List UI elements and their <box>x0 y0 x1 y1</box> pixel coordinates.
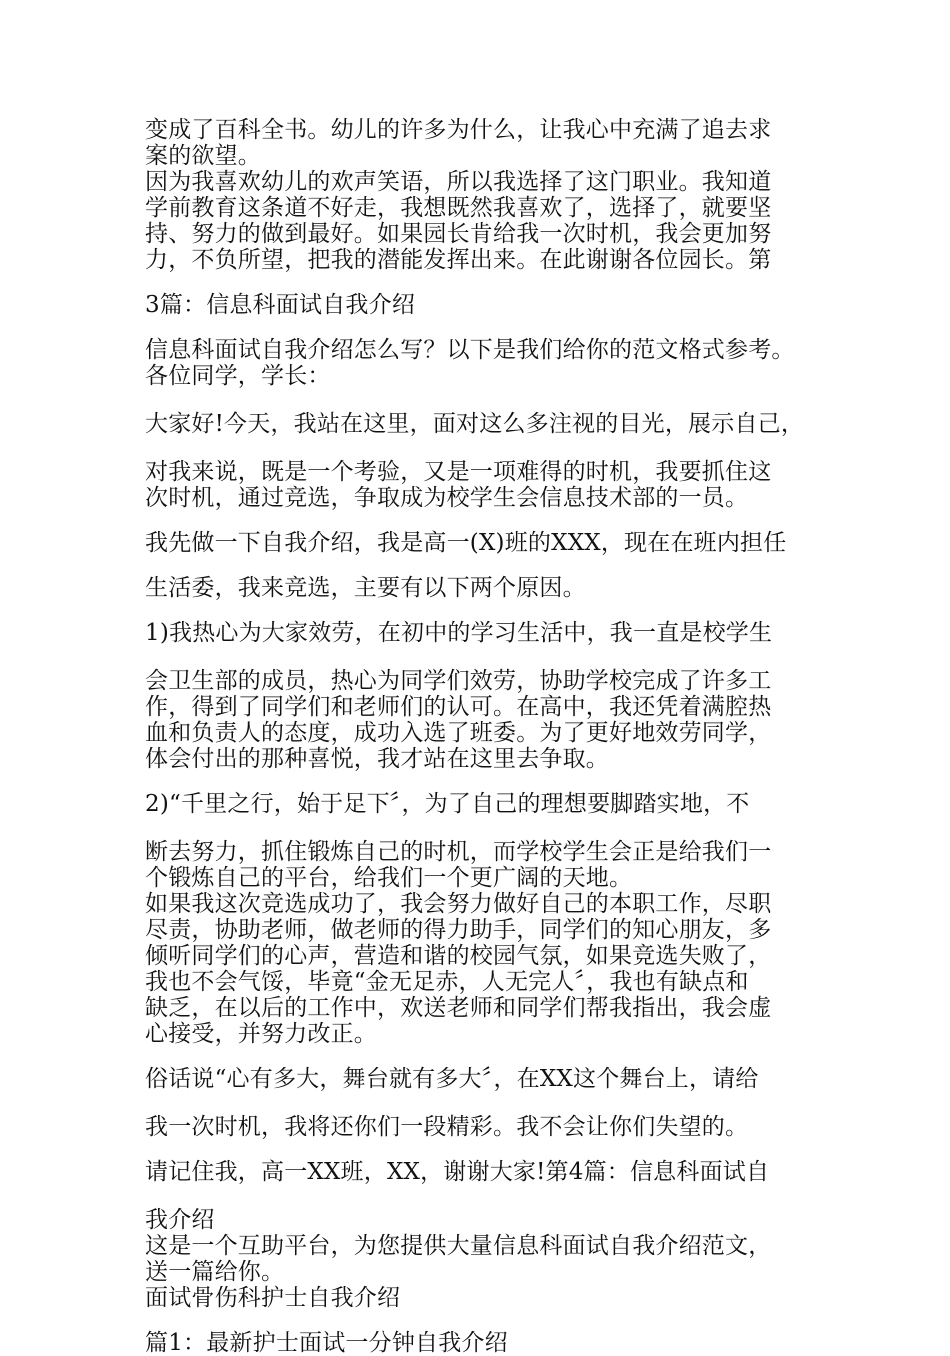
text-line: 我先做一下自我介绍，我是高一(X)班的XXX，现在在班内担任 <box>145 530 787 556</box>
text-line: 血和负责人的态度，成功入选了班委。为了更好地效劳同学， <box>145 720 772 746</box>
text-line: 我一次时机，我将还你们一段精彩。我不会让你们失望的。 <box>145 1114 749 1140</box>
text-line: 1)我热心为大家效劳，在初中的学习生活中，我一直是校学生 <box>145 620 773 646</box>
section-heading: 3篇：信息科面试自我介绍 <box>145 292 416 318</box>
text-line: 断去努力，抓住锻炼自己的时机，而学校学生会正是给我们一 <box>145 839 772 865</box>
text-line: 因为我喜欢幼儿的欢声笑语，所以我选择了这门职业。我知道 <box>145 169 772 195</box>
text-line: 持、努力的做到最好。如果园长肯给我一次时机，我会更加努 <box>145 221 772 247</box>
section-heading: 我介绍 <box>145 1207 215 1233</box>
text-line: 心接受，并努力改正。 <box>145 1021 377 1047</box>
text-line: 送一篇给你。 <box>145 1259 285 1285</box>
text-line: 请记住我，高一XX班，XX，谢谢大家!第4篇：信息科面试自 <box>145 1159 770 1185</box>
text-line: 俗话说“心有多大，舞台就有多大〞，在XX这个舞台上，请给 <box>145 1066 759 1092</box>
text-line: 生活委，我来竞选，主要有以下两个原因。 <box>145 575 586 601</box>
text-line: 大家好!今天，我站在这里，面对这么多注视的目光，展示自己， <box>145 411 805 437</box>
text-line: 信息科面试自我介绍怎么写？以下是我们给你的范文格式参考。 <box>145 337 795 363</box>
text-line: 倾听同学们的心声，营造和谐的校园气氛，如果竞选失败了， <box>145 943 772 969</box>
text-line: 2)“千里之行，始于足下〞，为了自己的理想要脚踏实地，不 <box>145 791 750 817</box>
text-line: 学前教育这条道不好走，我想既然我喜欢了，选择了，就要坚 <box>145 195 772 221</box>
text-line: 体会付出的那种喜悦，我才站在这里去争取。 <box>145 746 609 772</box>
text-line: 尽责，协助老师，做老师的得力助手，同学们的知心朋友，多 <box>145 917 772 943</box>
text-line: 会卫生部的成员，热心为同学们效劳，协助学校完成了许多工 <box>145 668 772 694</box>
text-line: 个锻炼自己的平台，给我们一个更广阔的天地。 <box>145 865 633 891</box>
text-line: 对我来说，既是一个考验，又是一项难得的时机，我要抓住这 <box>145 459 772 485</box>
text-line: 各位同学，学长： <box>145 363 331 389</box>
text-line: 如果我这次竞选成功了，我会努力做好自己的本职工作，尽职 <box>145 891 772 917</box>
text-line: 次时机，通过竞选，争取成为校学生会信息技术部的一员。 <box>145 485 749 511</box>
section-heading: 篇1：最新护士面试一分钟自我介绍 <box>145 1330 508 1356</box>
text-line: 力，不负所望，把我的潜能发挥出来。在此谢谢各位园长。第 <box>145 247 772 273</box>
text-line: 作，得到了同学们和老师们的认可。在高中，我还凭着满腔热 <box>145 694 772 720</box>
text-line: 案的欲望。 <box>145 143 261 169</box>
text-line: 这是一个互助平台，为您提供大量信息科面试自我介绍范文， <box>145 1233 772 1259</box>
section-heading: 面试骨伤科护士自我介绍 <box>145 1285 401 1311</box>
document-body <box>145 118 825 1355</box>
text-line: 变成了百科全书。幼儿的许多为什么，让我心中充满了追去求 <box>145 117 772 143</box>
text-line: 我也不会气馁，毕竟“金无足赤，人无完人〞，我也有缺点和 <box>145 969 749 995</box>
text-line: 缺乏，在以后的工作中，欢送老师和同学们帮我指出，我会虚 <box>145 995 772 1021</box>
